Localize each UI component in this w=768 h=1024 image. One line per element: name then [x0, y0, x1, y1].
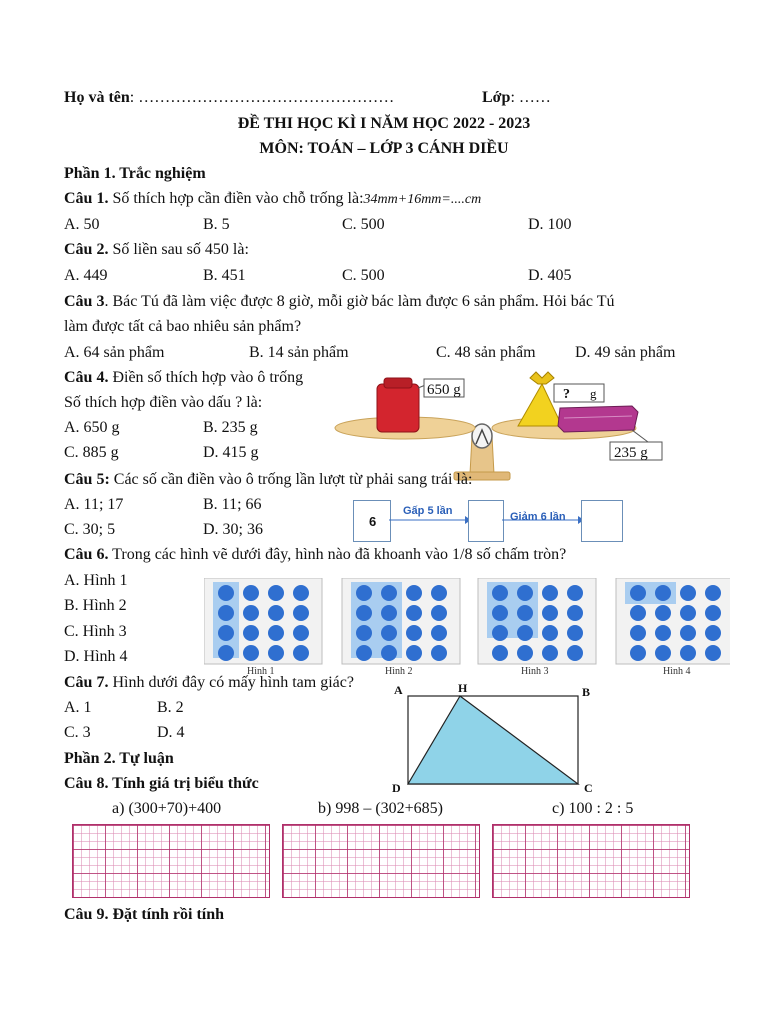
q3-text-line2: làm được tất cả bao nhiêu sản phẩm? — [64, 318, 302, 335]
figure-3-caption: Hình 3 — [521, 666, 549, 677]
exam-subject: MÔN: TOÁN – LỚP 3 CÁNH DIỀU — [259, 140, 509, 157]
q7-option-c: C. 3 — [64, 724, 91, 741]
q1-option-b: B. 5 — [203, 216, 230, 233]
name-label: Họ và tên — [64, 89, 130, 106]
q6-label: Câu 6. — [64, 546, 109, 563]
flow-middle-box[interactable] — [468, 500, 504, 542]
class-dots: : …… — [510, 89, 551, 106]
q5-option-b: B. 11; 66 — [203, 496, 262, 513]
q4-text — [64, 368, 303, 388]
q7-text — [64, 673, 354, 693]
q4-body: Điền số thích hợp vào ô trống — [108, 369, 304, 386]
triangle-figure — [388, 678, 598, 796]
q5-body: Các số cần điền vào ô trống lần lượt từ phải sang trái là: — [109, 471, 473, 488]
q8-c-expression: 100 : 2 : 5 — [568, 800, 634, 817]
q6-option-d: D. Hình 4 — [64, 648, 128, 665]
part1-title: Phần 1. Trắc nghiệm — [64, 165, 206, 182]
weight-unknown-unit: g — [590, 386, 597, 401]
figure-2-caption: Hình 2 — [385, 666, 413, 677]
q1-option-d: D. 100 — [528, 216, 572, 233]
answer-grid-b[interactable] — [282, 824, 480, 898]
q3-text — [64, 292, 614, 312]
class-label: Lớp — [482, 89, 511, 106]
student-name-line — [64, 88, 394, 108]
q1-option-c: C. 500 — [342, 216, 385, 233]
q2-option-a: A. 449 — [64, 267, 108, 284]
q8-a-label: a) — [112, 800, 125, 817]
figure-4 — [616, 578, 730, 677]
q2-text — [64, 240, 249, 260]
q7-label: Câu 7. — [64, 674, 109, 691]
q7-option-a: A. 1 — [64, 699, 92, 716]
flow-op-multiply: Gấp 5 lần — [403, 505, 453, 517]
q8-a — [112, 799, 221, 819]
class-line — [482, 88, 551, 108]
q1-option-a: A. 50 — [64, 216, 100, 233]
q5-label: Câu 5: — [64, 471, 110, 488]
q1-expression: 34mm+16mm=....cm — [363, 192, 482, 207]
q5-option-d: D. 30; 36 — [203, 521, 263, 538]
q8-c — [552, 799, 633, 819]
q6-option-c: C. Hình 3 — [64, 623, 127, 640]
answer-grid-c[interactable] — [492, 824, 690, 898]
weight-unknown-mark: ? — [563, 387, 570, 402]
q8-a-expression: (300+70)+400 — [128, 800, 222, 817]
q6-option-b: B. Hình 2 — [64, 597, 127, 614]
name-dots: : ………………………………………… — [129, 89, 395, 106]
weight-label-235g: 235 g — [614, 445, 648, 461]
q2-option-d: D. 405 — [528, 267, 572, 284]
part2-title: Phần 2. Tự luận — [64, 750, 174, 767]
balance-scale-illustration — [332, 370, 672, 482]
q8-b-label: b) — [318, 800, 332, 817]
q4-option-a: A. 650 g — [64, 419, 120, 436]
flow-op-divide: Giảm 6 lần — [510, 511, 566, 523]
q7-option-b: B. 2 — [157, 699, 184, 716]
flow-end-box[interactable] — [581, 500, 623, 542]
q5-option-a: A. 11; 17 — [64, 496, 124, 513]
q4-text-line2: Số thích hợp điền vào dấu ? là: — [64, 394, 263, 411]
q1-label: Câu 1. — [64, 190, 109, 207]
q2-option-b: B. 451 — [203, 267, 246, 284]
q3-option-d: D. 49 sản phẩm — [575, 344, 676, 361]
q6-text — [64, 545, 566, 565]
q9-title: Câu 9. Đặt tính rồi tính — [64, 906, 225, 923]
weight-label-650g: 650 g — [427, 382, 461, 398]
q6-option-a: A. Hình 1 — [64, 572, 128, 589]
q6-body: Trong các hình vẽ dưới đây, hình nào đã khoanh vào 1/8 số chấm tròn? — [108, 546, 567, 563]
q8-c-label: c) — [552, 800, 565, 817]
answer-grid-a[interactable] — [72, 824, 270, 898]
figure-1 — [204, 578, 322, 677]
point-d: D — [392, 781, 401, 795]
flow-start-number: 6 — [369, 514, 377, 529]
q1-body: Số thích hợp cần điền vào chỗ trống là: — [108, 190, 364, 207]
q5-text — [64, 470, 472, 490]
q5-option-c: C. 30; 5 — [64, 521, 116, 538]
q7-body: Hình dưới đây có mấy hình tam giác? — [108, 674, 354, 691]
flow-start-box — [353, 500, 391, 542]
figure-3 — [478, 578, 596, 677]
figure-1-caption: Hình 1 — [247, 666, 275, 677]
point-b: B — [582, 685, 591, 699]
q3-option-a: A. 64 sản phẩm — [64, 344, 165, 361]
exam-title: ĐỀ THI HỌC KÌ I NĂM HỌC 2022 - 2023 — [237, 115, 531, 132]
q3-label: Câu 3 — [64, 293, 105, 310]
point-a: A — [394, 683, 403, 697]
point-c: C — [584, 781, 593, 795]
q2-body: Số liền sau số 450 là: — [108, 241, 249, 258]
q1-text — [64, 189, 481, 210]
q3-option-b: B. 14 sản phẩm — [249, 344, 349, 361]
q2-option-c: C. 500 — [342, 267, 385, 284]
q4-option-c: C. 885 g — [64, 444, 119, 461]
dot-figures — [204, 578, 730, 678]
figure-2 — [342, 578, 460, 677]
q8-b-expression: 998 – (302+685) — [335, 800, 444, 817]
q4-option-b: B. 235 g — [203, 419, 258, 436]
q7-option-d: D. 4 — [157, 724, 185, 741]
q2-label: Câu 2. — [64, 241, 109, 258]
q4-option-d: D. 415 g — [203, 444, 259, 461]
point-h: H — [458, 681, 468, 695]
q3-body: . Bác Tú đã làm việc được 8 giờ, mỗi giờ bác làm được 6 sản phẩm. Hỏi bác Tú — [104, 293, 615, 310]
q4-label: Câu 4. — [64, 369, 109, 386]
q3-option-c: C. 48 sản phẩm — [436, 344, 536, 361]
figure-4-caption: Hình 4 — [663, 666, 691, 677]
q8-b — [318, 799, 443, 819]
q8-title: Câu 8. Tính giá trị biểu thức — [64, 775, 259, 792]
